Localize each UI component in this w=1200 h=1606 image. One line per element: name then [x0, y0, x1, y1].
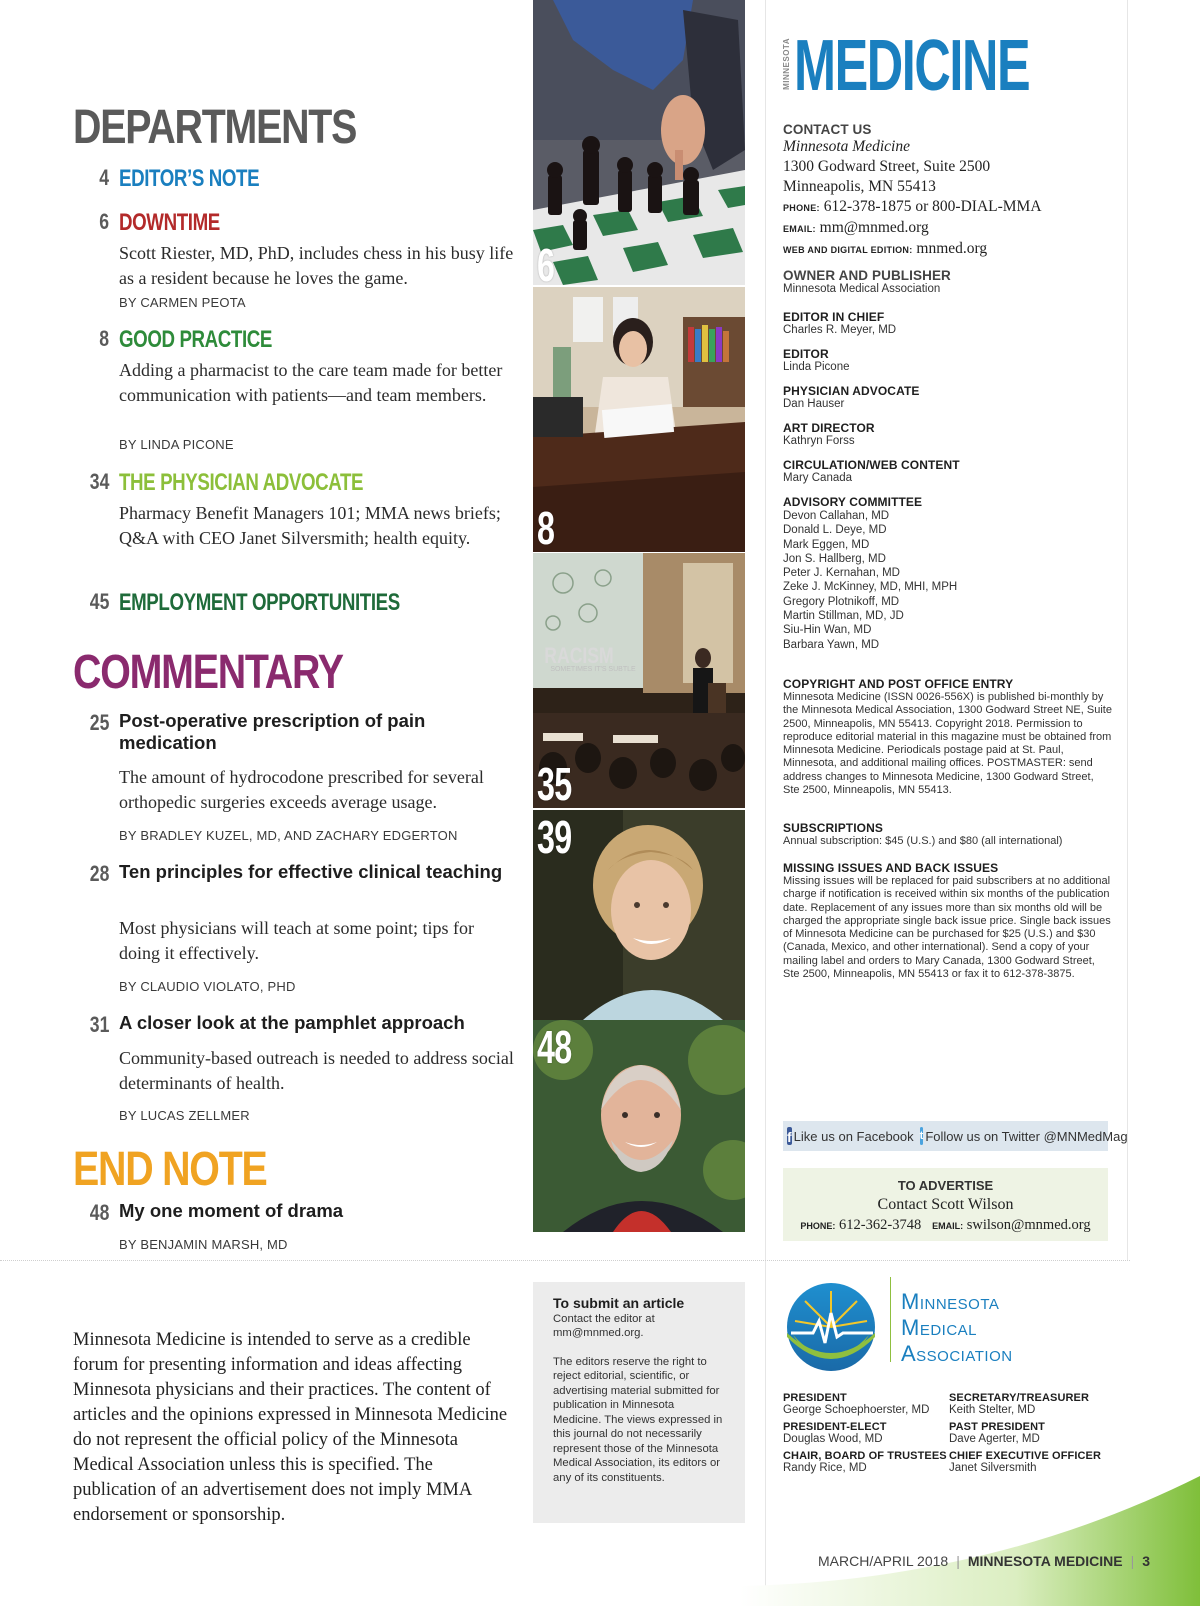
- missing-issues-block: [783, 861, 1113, 981]
- advisory-committee: [783, 495, 1113, 652]
- entry-description: Community-based outreach is needed to address social determinants of health.: [119, 1048, 514, 1093]
- officer-role: PRESIDENT: [783, 1392, 847, 1404]
- entry-description: The amount of hydrocodone prescribed for several orthopedic surgeries exceeds average usage.: [119, 767, 484, 812]
- phone-label: PHONE:: [783, 203, 820, 213]
- photo-page-number: 6: [537, 239, 555, 285]
- staff-name: Dan Hauser: [783, 398, 845, 410]
- owner-name: Minnesota Medical Association: [783, 283, 941, 295]
- officer-role: SECRETARY/TREASURER: [949, 1392, 1090, 1404]
- issue-date: MARCH/APRIL 2018: [818, 1553, 949, 1569]
- column-divider-right: [1127, 0, 1128, 1260]
- mma-officers: [783, 1392, 1123, 1474]
- owner-label: OWNER AND PUBLISHER: [783, 268, 951, 283]
- advertise-email-label: EMAIL:: [932, 1221, 964, 1231]
- mma-wordmark-line: Association: [901, 1341, 1013, 1366]
- staff-entry: [783, 310, 1113, 336]
- entry-title: DOWNTIME: [119, 209, 220, 236]
- copyright-text: Minnesota Medicine (ISSN 0026-556X) is published bi-monthly by the Minnesota Medical Association, 1300 Godward Street NE, Suite 2500, Minneapolis, MN 55413. Copyright 2018. Permission to reproduce editorial material in this magazine must be obtained from Minnesota Medicine. Periodicals postage paid at St. Paul, Minnesota, and additional mailing offices. POSTMASTER: send address changes to Minnesota Medicine, 1300 Godward Street, Ste 2500, Minneapolis, MN 55413.: [783, 691, 1112, 797]
- magazine-name: MINNESOTA MEDICINE: [967, 1553, 1123, 1569]
- twitter-icon[interactable]: t: [920, 1127, 924, 1145]
- staff-name: Kathryn Forss: [783, 435, 855, 447]
- decorative-swoosh: [740, 1476, 1200, 1606]
- entry-description: Scott Riester, MD, PhD, includes chess in his busy life as a resident because he loves the game.: [119, 243, 514, 288]
- advisory-member: Martin Stillman, MD, JD: [783, 610, 904, 623]
- social-links: [783, 1121, 1128, 1151]
- advisory-member: Jon S. Hallberg, MD: [783, 552, 886, 565]
- submit-body: The editors reserve the right to reject editorial, scientific, or advertising material submitted for publication in Minnesota Medicine. The views expressed in this journal do not necessarily represent those of the Minnesota Medical Association, its editors or any of its constituents.: [553, 1355, 723, 1484]
- web-label: WEB AND DIGITAL EDITION:: [783, 245, 913, 255]
- officer-entry: [783, 1421, 949, 1445]
- entry-title: EDITOR’S NOTE: [119, 165, 260, 192]
- staff-role: PHYSICIAN ADVOCATE: [783, 384, 920, 398]
- submit-heading: To submit an article: [553, 1295, 685, 1311]
- advisory-member: Donald L. Deye, MD: [783, 524, 887, 537]
- subscriptions-label: SUBSCRIPTIONS: [783, 821, 883, 835]
- entry-title: My one moment of drama: [119, 1200, 344, 1221]
- subscriptions-block: [783, 821, 1113, 848]
- entry-description: Most physicians will teach at some point; tips for doing it effectively.: [119, 918, 474, 963]
- officer-name: Randy Rice, MD: [783, 1462, 867, 1474]
- mma-wordmark-line: Minnesota: [901, 1289, 1000, 1314]
- submit-contact: Contact the editor at mm@mnmed.org.: [553, 1312, 655, 1339]
- entry-title: Ten principles for effective clinical teaching: [119, 861, 503, 882]
- entry-byline: BY BENJAMIN MARSH, MD: [119, 1237, 288, 1252]
- officer-entry: [783, 1392, 949, 1416]
- portrait-woman-photo[interactable]: [533, 810, 745, 1020]
- end-note-heading: END NOTE: [73, 1143, 267, 1196]
- entry-byline: BY LUCAS ZELLMER: [119, 1108, 250, 1123]
- pharmacist-photo[interactable]: [533, 287, 745, 552]
- photo-page-number: 39: [537, 811, 572, 863]
- facebook-link[interactable]: Like us on Facebook: [793, 1128, 914, 1144]
- officer-role: PRESIDENT-ELECT: [783, 1421, 887, 1433]
- staff-entry: [783, 421, 1113, 447]
- page-number: 28: [89, 861, 110, 886]
- entry-byline: BY BRADLEY KUZEL, MD, AND ZACHARY EDGERTON: [119, 828, 458, 843]
- officer-entry: [949, 1450, 1119, 1474]
- staff-role: ART DIRECTOR: [783, 421, 875, 435]
- advisory-member: Mark Eggen, MD: [783, 538, 870, 551]
- officer-name: Janet Silversmith: [949, 1462, 1037, 1474]
- entry-title: GOOD PRACTICE: [119, 326, 273, 353]
- advisory-member: Devon Callahan, MD: [783, 510, 890, 522]
- mma-wordmark: [901, 1289, 1013, 1367]
- advisory-label: ADVISORY COMMITTEE: [783, 495, 923, 509]
- page-number: 25: [89, 710, 110, 735]
- mission-statement: Minnesota Medicine is intended to serve as a credible forum for presenting information and ideas affecting Minnesota physicians and their practices. The content of articles and the opinions expressed in Minnesota Medicine do not represent the official policy of the Minnesota Medical Association unless this is specified. The publication of an advertisement does not imply MMA endorsement or sponsorship.: [73, 1330, 508, 1525]
- twitter-link[interactable]: Follow us on Twitter @MNMedMag: [925, 1128, 1128, 1144]
- officer-name: Keith Stelter, MD: [949, 1404, 1036, 1416]
- advisory-member: Barbara Yawn, MD: [783, 638, 880, 651]
- entry-byline: BY LINDA PICONE: [119, 437, 234, 452]
- advertise-contact: Contact Scott Wilson: [877, 1196, 1014, 1213]
- staff-role: CIRCULATION/WEB CONTENT: [783, 458, 960, 472]
- page-number: 6: [99, 209, 109, 234]
- copyright-label: COPYRIGHT AND POST OFFICE ENTRY: [783, 677, 1014, 691]
- page-number: 45: [89, 589, 110, 614]
- advertise-phone-label: PHONE:: [800, 1221, 836, 1231]
- entry-title: Post-operative prescription of pain medication: [119, 710, 426, 753]
- column-divider: [765, 0, 766, 1606]
- advisory-member: Zeke J. McKinney, MD, MHI, MPH: [783, 581, 958, 594]
- section-divider: [0, 1260, 1130, 1261]
- officer-entry: [949, 1392, 1119, 1416]
- officer-role: CHIEF EXECUTIVE OFFICER: [949, 1450, 1102, 1462]
- page-number: 31: [89, 1012, 110, 1037]
- submit-article-box: [533, 1282, 745, 1523]
- staff-entry: [783, 347, 1113, 373]
- contact-email[interactable]: mm@mnmed.org: [819, 219, 929, 236]
- advisory-member: Peter J. Kernahan, MD: [783, 567, 900, 580]
- entry-title: A closer look at the pamphlet approach: [119, 1012, 465, 1033]
- page-number-footer: 3: [1142, 1553, 1151, 1569]
- page-number: 4: [99, 165, 109, 190]
- contact-phone[interactable]: 612-378-1875 or 800-DIAL-MMA: [823, 198, 1042, 215]
- staff-name: Charles R. Meyer, MD: [783, 324, 897, 336]
- racism-slide-text: RACISM: [544, 643, 614, 668]
- racism-slide-subtext: SOMETIMES IT'S SUBTLE: [550, 666, 636, 673]
- staff-name: Linda Picone: [783, 361, 850, 373]
- mma-logo-divider: [890, 1277, 891, 1362]
- missing-issues-text: Missing issues will be replaced for paid subscribers at no additional charge if notification is received within six months of the publication date. Replacement of any issues more than six months old will be charged the appropriate single back issue price. Single back issues of Minnesota Medicine can be purchased for $25 (U.S.) and $30 (Canada, Mexico, and other international). Send a copy of your mailing label and orders to Mary Canada, 1300 Godward Street, Ste 2500, Minneapolis, MN 55413 or fax it to 612-378-3875.: [783, 875, 1111, 981]
- table-of-contents: [0, 0, 530, 1255]
- entry-description: Adding a pharmacist to the care team made for better communication with patients—and team members.: [119, 360, 503, 405]
- officer-entry: [783, 1450, 949, 1474]
- mma-wordmark-line: Medical: [901, 1315, 978, 1340]
- staff-entry: [783, 458, 1113, 484]
- officer-name: Dave Agerter, MD: [949, 1433, 1040, 1445]
- page-number: 34: [89, 469, 110, 494]
- mma-logo[interactable]: [783, 1277, 1113, 1382]
- staff-entry: [783, 384, 1113, 410]
- officer-role: CHAIR, BOARD OF TRUSTEES: [783, 1450, 947, 1462]
- entry-byline: BY CARMEN PEOTA: [119, 295, 246, 310]
- advisory-member: Gregory Plotnikoff, MD: [783, 595, 900, 608]
- page-number: 8: [99, 326, 109, 351]
- contact-name: Minnesota Medicine: [783, 138, 910, 155]
- page-footer: MARCH/APRIL 2018 | MINNESOTA MEDICINE | 3: [818, 1553, 1151, 1569]
- logo-state: MINNESOTA: [782, 38, 791, 90]
- copyright-block: [783, 677, 1113, 797]
- mma-emblem-icon: [783, 1277, 883, 1377]
- staff-role: EDITOR: [783, 347, 829, 361]
- advertise-phone[interactable]: 612-362-3748: [839, 1217, 922, 1233]
- photo-page-number: 48: [537, 1021, 572, 1073]
- staff-role: EDITOR IN CHIEF: [783, 310, 885, 324]
- contact-address-line1: 1300 Godward Street, Suite 2500: [783, 158, 991, 175]
- staff-block: [783, 310, 1113, 652]
- entry-title: THE PHYSICIAN ADVOCATE: [119, 469, 364, 496]
- entry-title: EMPLOYMENT OPPORTUNITIES: [119, 589, 400, 616]
- subscriptions-text: Annual subscription: $45 (U.S.) and $80 (all international): [783, 835, 1063, 847]
- missing-issues-label: MISSING ISSUES AND BACK ISSUES: [783, 861, 999, 875]
- photo-page-number: 35: [537, 758, 572, 808]
- contact-block: [783, 122, 1113, 260]
- page-number: 48: [89, 1200, 110, 1225]
- photo-strip: [533, 0, 745, 1232]
- officer-name: George Schoephoerster, MD: [783, 1404, 930, 1416]
- presentation-photo[interactable]: [533, 553, 745, 808]
- portrait-man-photo[interactable]: [533, 1020, 745, 1232]
- photo-page-number: 8: [537, 502, 555, 552]
- officer-entry: [949, 1421, 1119, 1445]
- commentary-heading: COMMENTARY: [73, 646, 343, 699]
- contact-web[interactable]: mnmed.org: [916, 240, 988, 257]
- staff-name: Mary Canada: [783, 472, 853, 484]
- contact-label: CONTACT US: [783, 122, 872, 137]
- contact-address-line2: Minneapolis, MN 55413: [783, 178, 936, 195]
- logo-title: MEDICINE: [794, 26, 1030, 106]
- officer-role: PAST PRESIDENT: [949, 1421, 1045, 1433]
- facebook-icon[interactable]: f: [787, 1129, 792, 1145]
- chess-photo[interactable]: [533, 0, 745, 285]
- owner-block: [783, 268, 1113, 295]
- advisory-member: Siu-Hin Wan, MD: [783, 624, 872, 637]
- entry-description: Pharmacy Benefit Managers 101; MMA news briefs; Q&A with CEO Janet Silversmith; health equity.: [119, 503, 501, 548]
- email-label: EMAIL:: [783, 224, 816, 234]
- entry-byline: BY CLAUDIO VIOLATO, PHD: [119, 979, 296, 994]
- officer-name: Douglas Wood, MD: [783, 1433, 883, 1445]
- departments-heading: DEPARTMENTS: [73, 101, 357, 154]
- advertise-heading: TO ADVERTISE: [897, 1178, 994, 1193]
- advertise-email[interactable]: swilson@mnmed.org: [966, 1217, 1091, 1233]
- advertise-box: [783, 1168, 1108, 1241]
